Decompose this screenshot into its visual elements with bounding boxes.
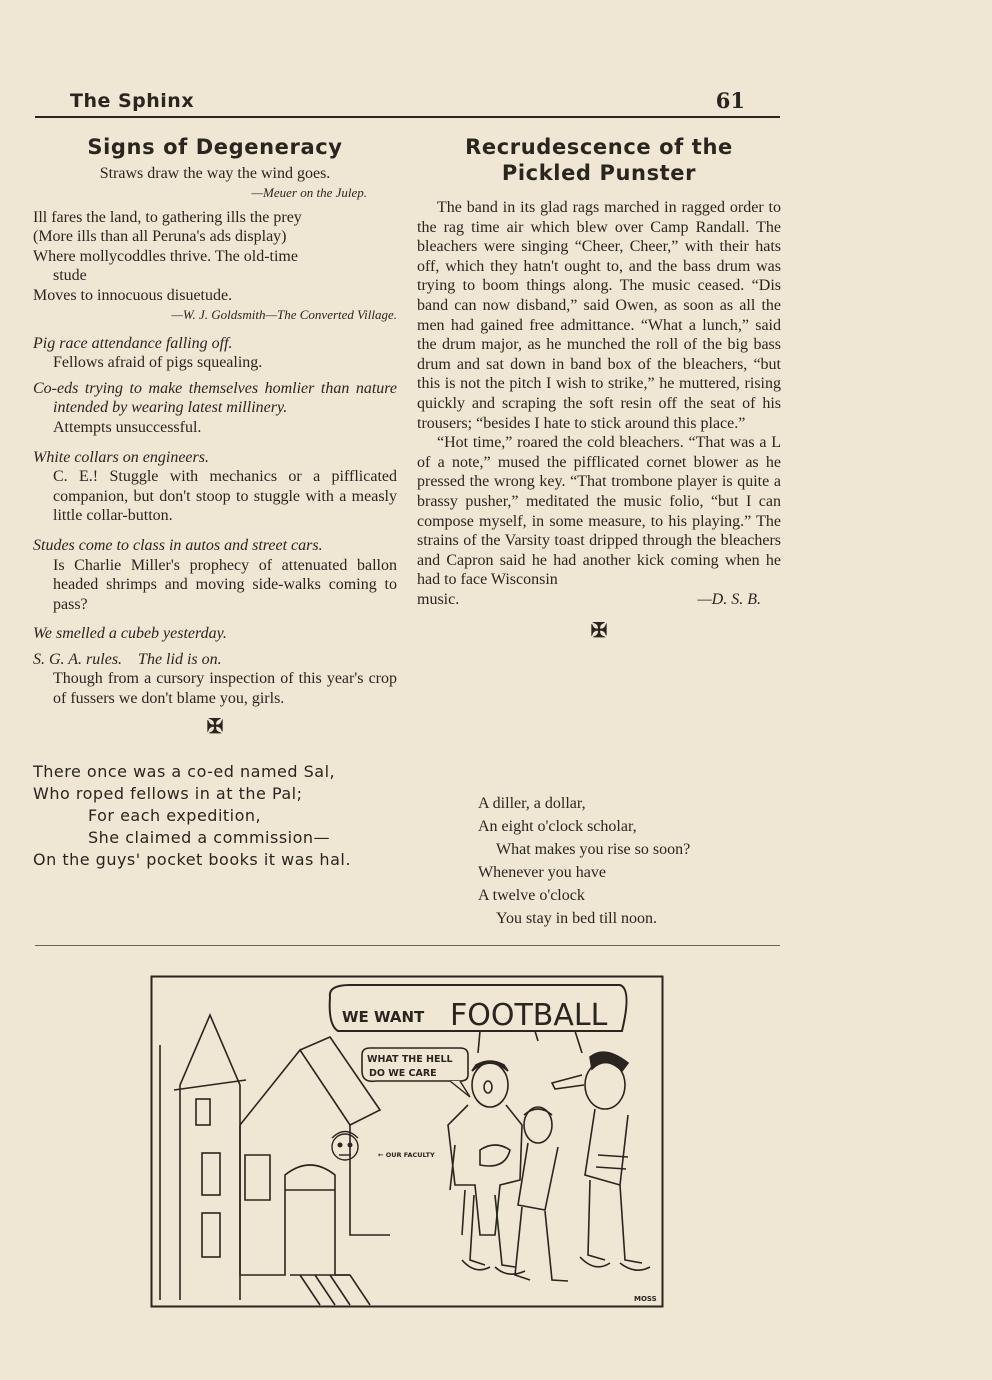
sga-rules: S. G. A. rules.: [33, 650, 123, 668]
poem-line: stude: [53, 267, 87, 285]
item-text: Attempts unsuccessful.: [53, 418, 202, 436]
item-heading: White collars on engineers.: [33, 448, 209, 466]
story-last-word: music.: [417, 590, 460, 608]
page-number: 61: [715, 88, 745, 113]
artist-signature: MOSS: [634, 1295, 657, 1303]
running-head: [35, 90, 780, 118]
verse-line: A twelve o'clock: [478, 887, 585, 904]
limerick-line: Who roped fellows in at the Pal;: [33, 783, 303, 803]
epigraph-source: —Meuer on the Julep.: [251, 184, 367, 200]
item-text: Fellows afraid of pigs squealing.: [53, 354, 263, 372]
article-title-punster-line1: Recrudescence of the: [465, 135, 733, 159]
story-signature: —D. S. B.: [697, 590, 761, 608]
story-paragraph: The band in its glad rags marched in ragged order to the rag time air which blew over Camp Randall. The bleachers were singing “Cheer, Cheer,” with their hats off, which they hatn't ought to, and the bass drum was trying to boom things along. The music ceased. “Dis band can now disband,” said Owen, as soon as all the men had gained free admittance. “What a lunch,” said the drum major, as he munched the roll of the big bass drum and sat down in band box of the bleachers, “but this is not the pitch I wish to strike,” he muttered, rising quickly and scraping the soft resin off the seat of his trousers; “besides I hate to stick around this place.”: [417, 199, 781, 432]
item-text: Though from a cursory inspection of this year's crop of fussers we don't blame you, girls.: [53, 670, 397, 708]
faculty-face: [332, 1132, 358, 1161]
nursery-verse: [478, 792, 778, 930]
ornament-icon: ✠: [590, 620, 608, 643]
item-heading-line: [33, 650, 397, 670]
bubble-line-2: DO WE CARE: [369, 1068, 437, 1079]
item-heading: Studes come to class in autos and street cars.: [33, 536, 323, 554]
item-heading: Pig race attendance falling off.: [33, 334, 233, 352]
limerick-line: She claimed a commission—: [88, 827, 331, 847]
left-column: [33, 134, 397, 871]
section-divider: [35, 945, 780, 946]
epigraph: Straws draw the way the wind goes.: [99, 165, 331, 182]
bubble-line-1: WHAT THE HELL: [367, 1054, 453, 1065]
speech-bubble: [362, 1048, 470, 1097]
right-column: [417, 134, 781, 643]
faculty-label: ← OUR FACULTY: [378, 1151, 435, 1159]
verse-line: A diller, a dollar,: [478, 795, 586, 812]
ornament-icon: ✠: [206, 715, 224, 738]
item-heading: Co-eds trying to make themselves homlier than nature intended by wearing latest millinery.: [33, 379, 397, 417]
poem-line: Moves to innocuous disuetude.: [33, 286, 233, 304]
banner-small-text: WE WANT: [342, 1008, 425, 1026]
poem: [33, 208, 397, 306]
poem-line: (More ills than all Peruna's ads display): [33, 228, 287, 246]
faculty-building: [160, 1015, 390, 1305]
verse-line: An eight o'clock scholar,: [478, 818, 637, 835]
story-paragraph: “Hot time,” roared the cold bleachers. “That was a L of a note,” mused the pifflicated cornet blower as he pressed the wrong key. “That trombone player is quite a brassy pusher,” meditated the music folio, “but I can compose myself, in some measure, to his playing.” The strains of the Varsity toast dripped through the bleachers and Capron said he had another kick coming when he had to face Wisconsin: [417, 434, 781, 589]
banner-big-text: FOOTBALL: [450, 998, 608, 1033]
verse-line: What makes you rise so soon?: [496, 841, 691, 858]
limerick-line: For each expedition,: [88, 805, 262, 825]
football-cartoon: [150, 975, 664, 1308]
item-heading: We smelled a cubeb yesterday.: [33, 625, 227, 643]
limerick: [33, 761, 397, 871]
verse-line: Whenever you have: [478, 864, 606, 881]
limerick-line: There once was a co-ed named Sal,: [33, 761, 336, 781]
poem-source: —W. J. Goldsmith—The Converted Village.: [171, 306, 397, 322]
poem-line: Where mollycoddles thrive. The old-time: [33, 247, 298, 265]
publication-title: The Sphinx: [70, 90, 195, 112]
limerick-line: On the guys' pocket books it was hal.: [33, 849, 351, 869]
item-text: C. E.! Stuggle with mechanics or a pifflicated companion, but don't stoop to stuggle with a measly little collar-button.: [53, 468, 397, 525]
article-title-degeneracy: Signs of Degeneracy: [87, 135, 343, 159]
item-text: Is Charlie Miller's prophecy of attenuated ballon headed shrimps and moving side-walks coming to pass?: [53, 556, 397, 613]
verse-line: You stay in bed till noon.: [496, 910, 658, 927]
story-ending: [417, 590, 781, 610]
football-banner: [330, 985, 627, 1053]
lid-on: The lid is on.: [138, 650, 222, 668]
article-title-punster-line2: Pickled Punster: [501, 161, 697, 185]
student-figures: [448, 1052, 650, 1281]
poem-line: Ill fares the land, to gathering ills the prey: [33, 208, 302, 226]
